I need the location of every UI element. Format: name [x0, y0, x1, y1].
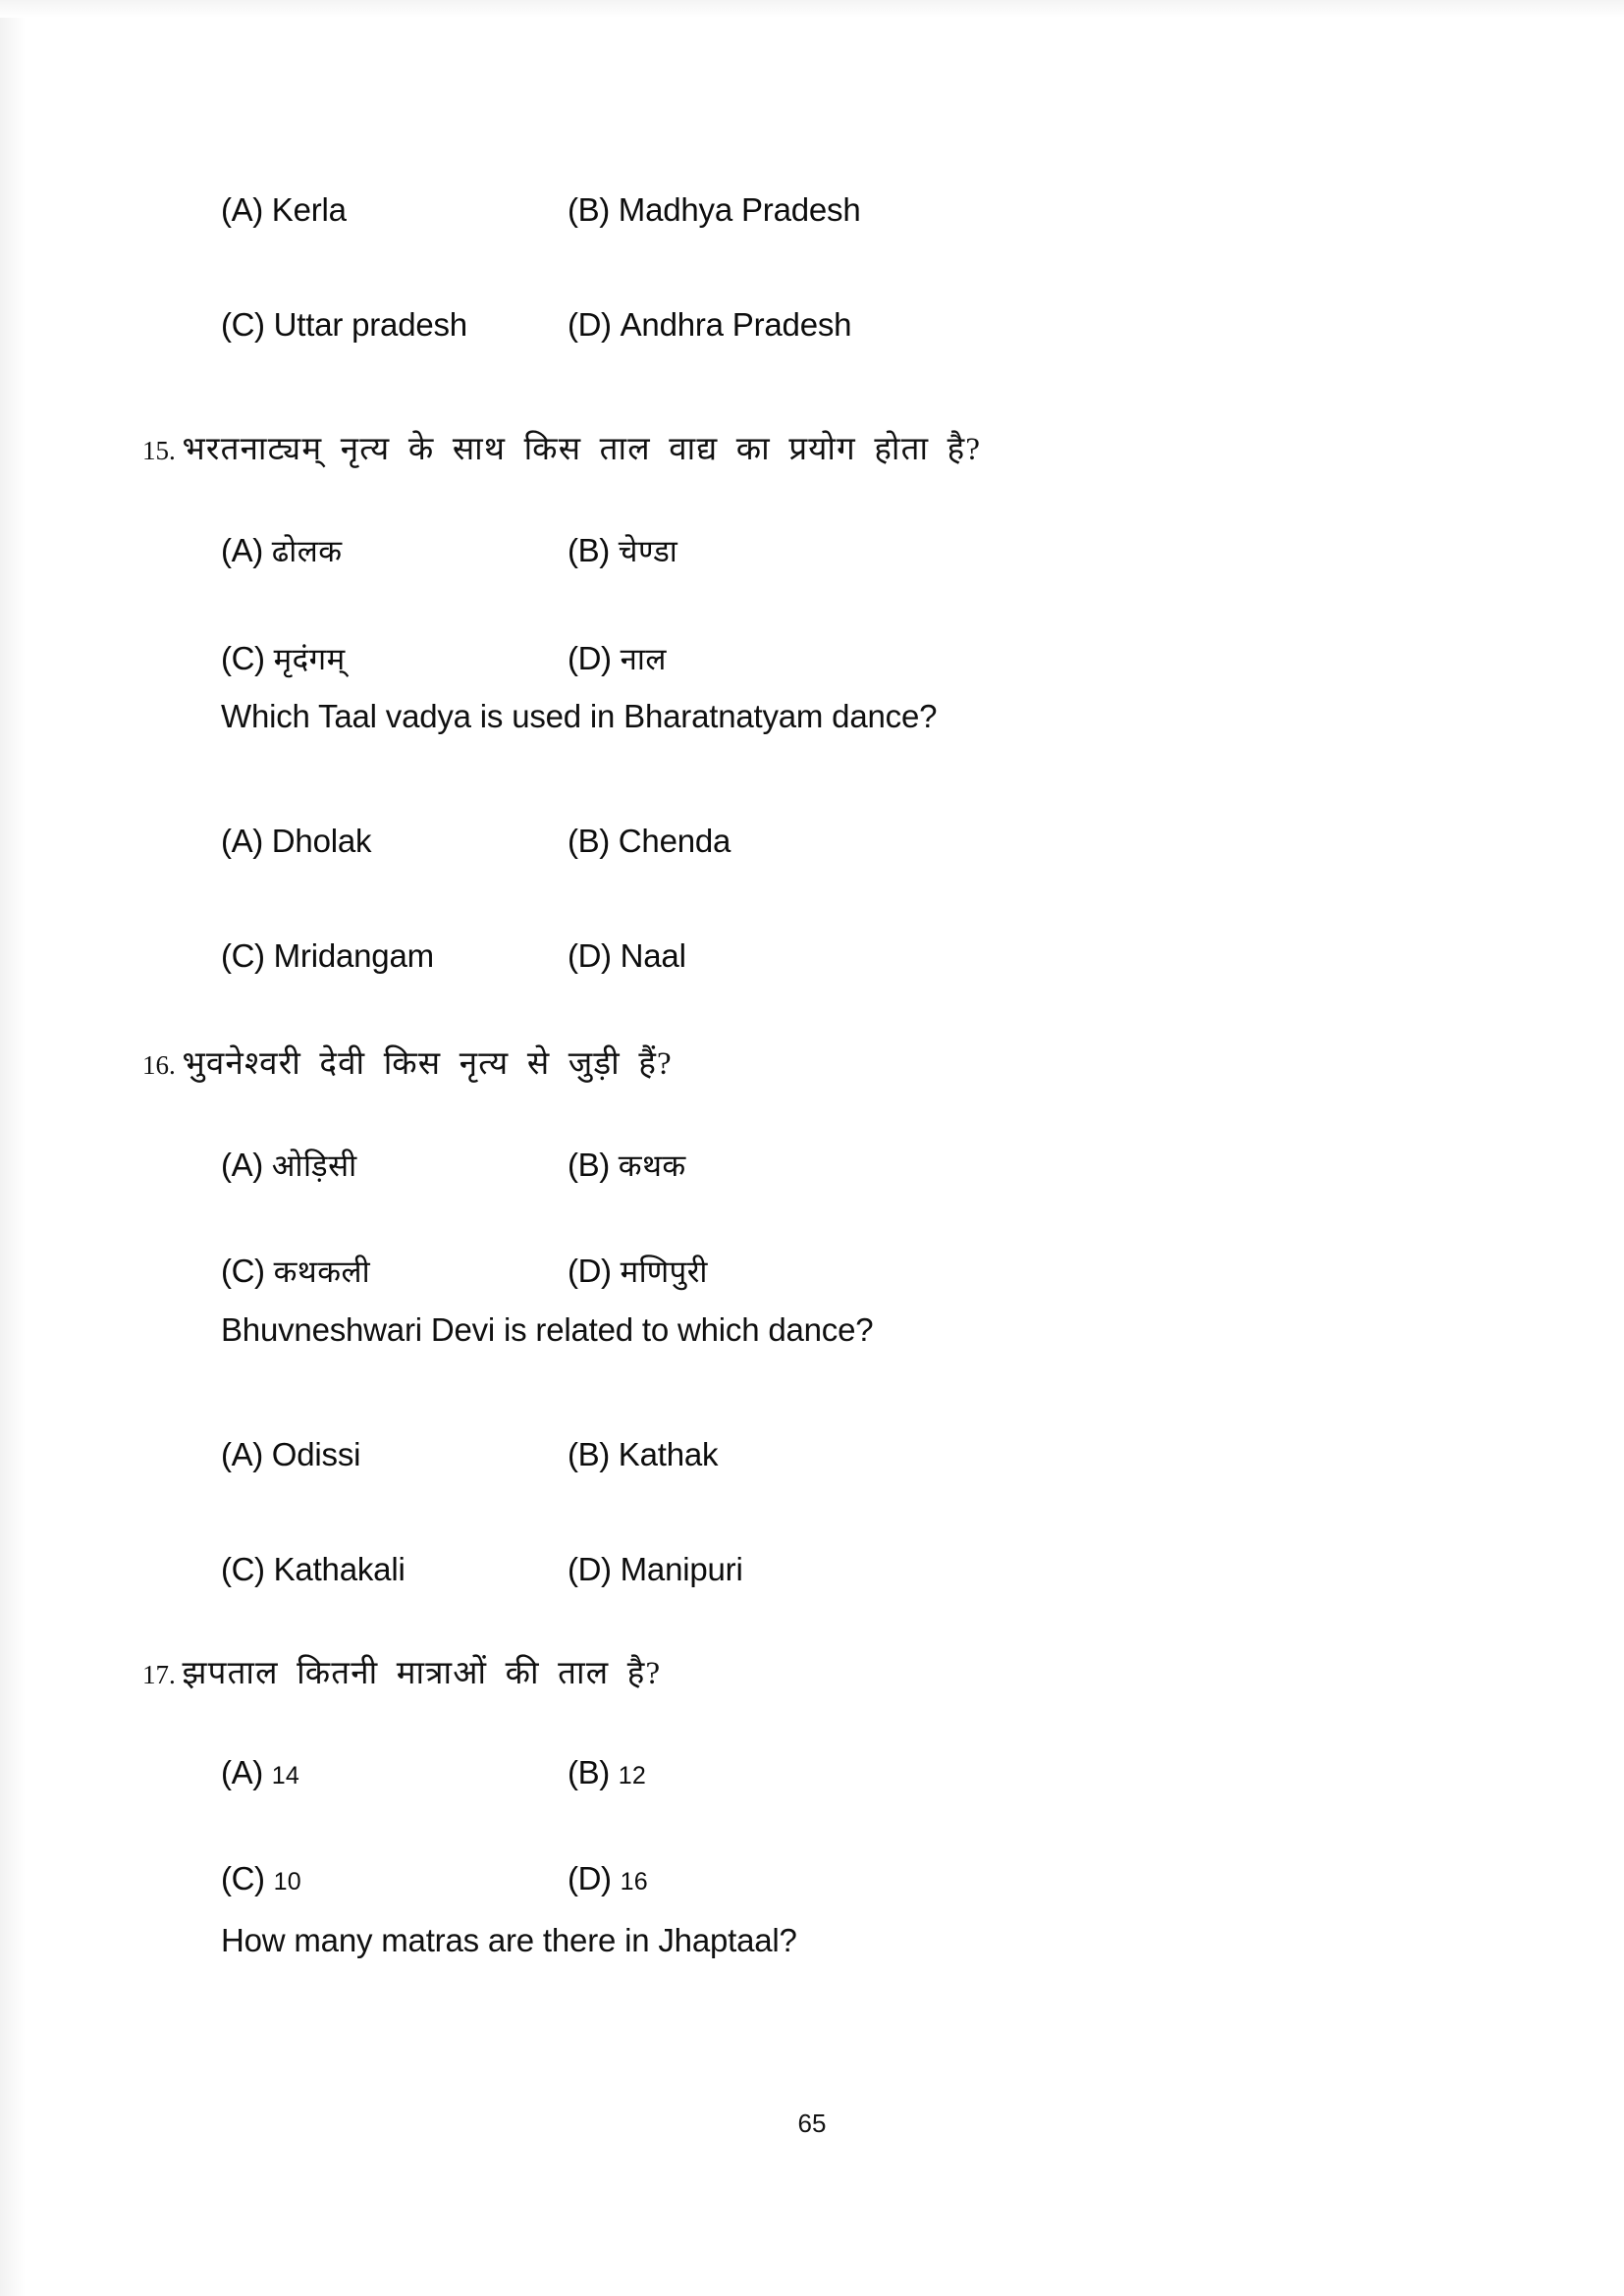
question-15-hindi-option-a[interactable] [221, 530, 343, 571]
question-15-english-stem: Which Taal vadya is used in Bharatnatyam dance? [221, 698, 938, 734]
question-17-numeric-option-c[interactable] [221, 1860, 301, 1897]
option-key: (A) [221, 1754, 263, 1790]
option-key: (D) [568, 1860, 612, 1896]
option-label: कथकली [273, 1255, 371, 1289]
option-key: (C) [221, 1253, 265, 1289]
option-label: Chenda [618, 823, 731, 859]
question-16-hindi-option-c[interactable] [221, 1251, 370, 1292]
question-16-hindi-option-b[interactable] [568, 1145, 686, 1186]
option-key: (D) [568, 306, 612, 343]
option-label: Uttar pradesh [273, 306, 467, 343]
question-17-hindi-text: झपताल कितनी मात्राओं की ताल है? [182, 1656, 662, 1691]
option-key: (A) [221, 823, 263, 859]
option-key: (B) [568, 1436, 610, 1472]
option-key: (C) [221, 306, 265, 343]
option-label: मृदंगम् [273, 642, 346, 676]
option-key: (C) [221, 1551, 265, 1587]
question-16-hindi-option-d[interactable] [568, 1251, 708, 1292]
option-key: (B) [568, 532, 610, 568]
option-key: (B) [568, 1147, 610, 1183]
question-17-hindi-stem [142, 1649, 661, 1693]
question-16-english-option-a[interactable] [221, 1436, 360, 1473]
option-label: Kathak [618, 1436, 719, 1472]
option-label: 10 [273, 1868, 301, 1896]
option-label: Kathakali [273, 1551, 406, 1587]
option-key: (C) [221, 640, 265, 676]
question-16-number: 16. [142, 1050, 183, 1080]
question-16-hindi-text: भुवनेश्वरी देवी किस नृत्य से जुड़ी हैं? [182, 1046, 673, 1082]
option-key: (A) [221, 532, 263, 568]
option-label: Manipuri [620, 1551, 743, 1587]
option-label: Odissi [271, 1436, 361, 1472]
question-17-number: 17. [142, 1660, 183, 1689]
option-label: 14 [271, 1762, 300, 1789]
option-label: 16 [620, 1868, 648, 1896]
option-label: 12 [618, 1762, 647, 1789]
option-label: चेण्डा [618, 534, 678, 568]
option-label: ओड़िसी [271, 1148, 357, 1183]
question-17-numeric-option-b[interactable] [568, 1754, 646, 1791]
question-15-english-option-a[interactable] [221, 823, 371, 860]
option-key: (A) [221, 1147, 263, 1183]
carryover-option-a[interactable] [221, 191, 347, 229]
question-15-hindi-option-d[interactable] [568, 638, 667, 679]
option-label: Mridangam [273, 937, 434, 974]
carryover-option-d[interactable] [568, 306, 851, 344]
option-label: ढोलक [271, 534, 343, 568]
option-label: Kerla [271, 191, 347, 228]
option-key: (D) [568, 1253, 612, 1289]
page-number: 65 [797, 2109, 827, 2138]
question-16-english-stem: Bhuvneshwari Devi is related to which dance? [221, 1311, 874, 1348]
question-15-hindi-stem [142, 425, 981, 469]
question-16-english-option-d[interactable] [568, 1551, 743, 1588]
question-16-hindi-stem [142, 1040, 673, 1084]
scan-edge-top [0, 0, 1624, 18]
option-key: (A) [221, 191, 263, 228]
option-label: Naal [620, 937, 686, 974]
option-label: Dholak [271, 823, 372, 859]
option-key: (D) [568, 937, 612, 974]
option-label: मणिपुरी [620, 1255, 708, 1289]
question-15-english-option-d[interactable] [568, 937, 686, 975]
question-17-numeric-option-a[interactable] [221, 1754, 299, 1791]
question-17-numeric-option-d[interactable] [568, 1860, 648, 1897]
question-15-number: 15. [142, 436, 183, 465]
question-15-hindi-option-c[interactable] [221, 638, 346, 679]
option-key: (B) [568, 191, 610, 228]
option-key: (B) [568, 1754, 610, 1790]
option-label: Madhya Pradesh [618, 191, 861, 228]
question-15-hindi-option-b[interactable] [568, 530, 677, 571]
question-16-english-option-c[interactable] [221, 1551, 406, 1588]
option-key: (D) [568, 640, 612, 676]
option-label: Andhra Pradesh [620, 306, 852, 343]
option-key: (A) [221, 1436, 263, 1472]
question-16-hindi-option-a[interactable] [221, 1145, 357, 1186]
question-15-hindi-text: भरतनाट्यम् नृत्य के साथ किस ताल वाद्य का प्रयोग होता है? [182, 432, 982, 467]
option-key: (D) [568, 1551, 612, 1587]
question-16-english-option-b[interactable] [568, 1436, 718, 1473]
carryover-option-b[interactable] [568, 191, 860, 229]
option-label: नाल [620, 642, 667, 676]
option-key: (C) [221, 1860, 265, 1896]
scan-edge-left [0, 0, 26, 2296]
option-key: (C) [221, 937, 265, 974]
option-key: (B) [568, 823, 610, 859]
option-label: कथक [618, 1148, 686, 1183]
question-15-english-option-b[interactable] [568, 823, 731, 860]
question-15-english-option-c[interactable] [221, 937, 434, 975]
carryover-option-c[interactable] [221, 306, 467, 344]
question-17-english-stem: How many matras are there in Jhaptaal? [221, 1922, 797, 1958]
